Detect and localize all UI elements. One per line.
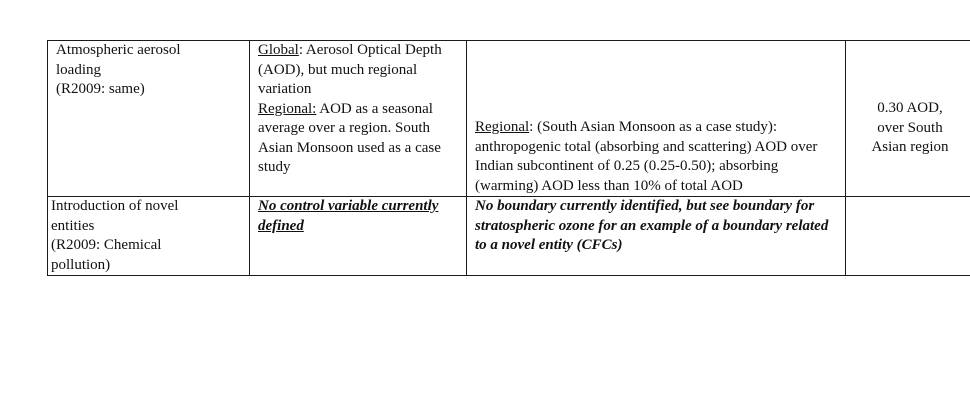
table-row-novel-entities bbox=[48, 197, 970, 276]
cell-text: Asian region bbox=[871, 139, 949, 155]
cell-text: No boundary currently identified, but see boundary for stratospheric ozone for an example of a boundary related to a novel entity (CFCs) bbox=[475, 198, 829, 253]
cell-aerosol-name bbox=[48, 41, 250, 197]
cell-novel-control-variable bbox=[250, 197, 467, 276]
cell-text: over South bbox=[877, 119, 943, 136]
regional-text: AOD as a seasonal average over a region. South Asian Monsoon used as a case study bbox=[258, 100, 441, 175]
cell-novel-name bbox=[48, 197, 250, 276]
cell-aerosol-value bbox=[846, 41, 970, 197]
cell-text: entities bbox=[51, 217, 95, 234]
cell-novel-boundary bbox=[467, 197, 846, 276]
table-row-aerosol bbox=[48, 41, 970, 197]
cell-text: 0.30 AOD, bbox=[877, 100, 943, 116]
cell-text: (R2009: same) bbox=[56, 81, 145, 97]
global-label: Global bbox=[258, 42, 299, 58]
regional-label: Regional bbox=[475, 119, 530, 135]
cell-text: loading bbox=[56, 61, 101, 78]
cell-aerosol-control-variable bbox=[250, 41, 467, 197]
global-text: : Aerosol Optical Depth (AOD), but much regional variation bbox=[258, 42, 442, 97]
regional-label: Regional: bbox=[258, 100, 317, 117]
cell-text: No control variable currently defined bbox=[258, 198, 439, 234]
cell-text: Atmospheric aerosol bbox=[56, 42, 181, 58]
cell-aerosol-boundary bbox=[467, 41, 846, 197]
regional-text: : (South Asian Monsoon as a case study): anthropogenic total (absorbing and scattering) AOD over Indian subcontinent of 0.25 (0.25-0.50); absorbing (warming) AOD less than 10% of total AOD bbox=[475, 119, 818, 194]
cell-novel-value bbox=[846, 197, 970, 276]
cell-text: Introduction of novel bbox=[51, 198, 179, 214]
cell-text: pollution) bbox=[51, 256, 111, 273]
boundaries-table bbox=[47, 40, 970, 276]
cell-text: (R2009: Chemical bbox=[51, 237, 162, 253]
